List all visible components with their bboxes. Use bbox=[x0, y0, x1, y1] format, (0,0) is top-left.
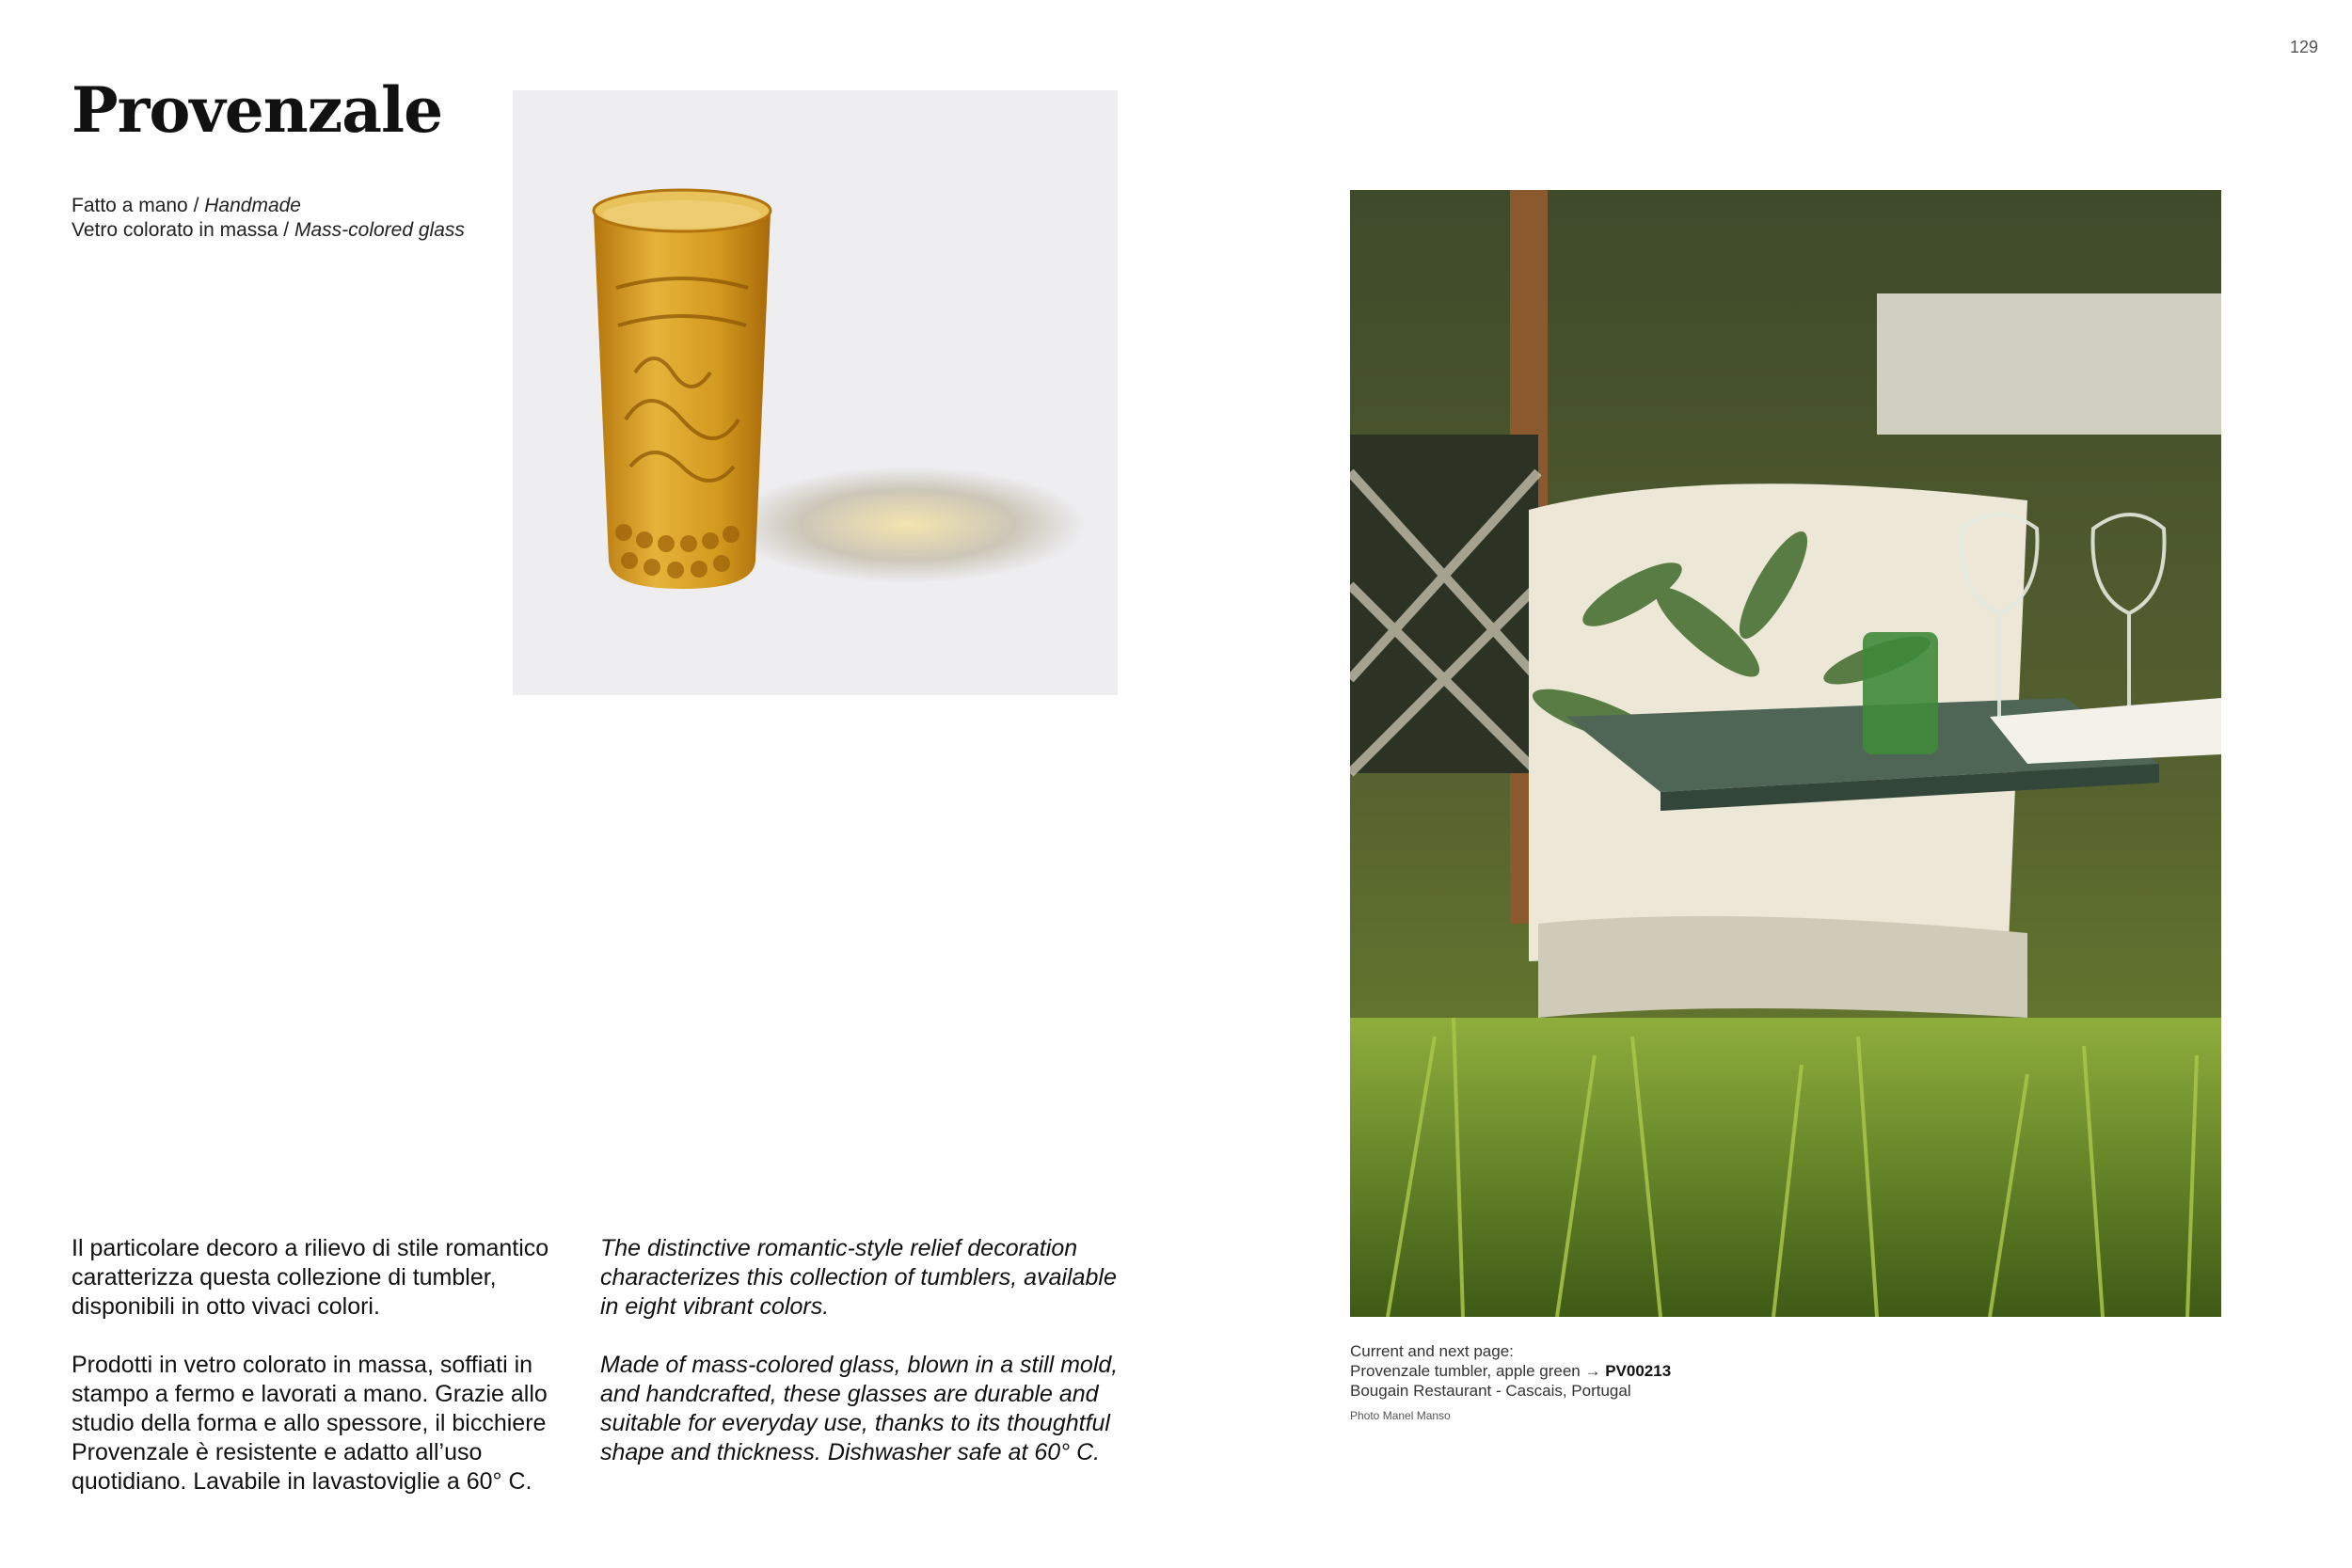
paragraph: Made of mass-colored glass, blown in a still mold, and handcrafted, these glasses are durable and suitable for everyday use, thanks to its thoughtful shape and thickness. Dishwasher safe at 60° C. bbox=[600, 1352, 1119, 1465]
product-photo bbox=[513, 90, 1118, 695]
photo-credit: Photo Manel Manso bbox=[1350, 1409, 1451, 1422]
paragraph: Il particolare decoro a rilievo di stile romantico caratterizza questa collezione di tumbler, disponibili in otto vivaci colori. bbox=[72, 1235, 549, 1320]
spec-handmade: Fatto a mano / Handmade bbox=[72, 195, 301, 216]
paragraph: The distinctive romantic-style relief decoration characterizes this collection of tumblers, available in eight vibrant colors. bbox=[600, 1235, 1117, 1320]
spec-glass: Vetro colorato in massa / Mass-colored glass bbox=[72, 219, 465, 241]
description-english bbox=[600, 1234, 1127, 1467]
description-italian bbox=[72, 1234, 561, 1497]
caption-line: Bougain Restaurant - Cascais, Portugal bbox=[1350, 1382, 1631, 1400]
restaurant-scene-photo bbox=[1350, 190, 2221, 1317]
caption-line: Current and next page: bbox=[1350, 1342, 1514, 1360]
photo-caption bbox=[1350, 1341, 1671, 1426]
product-specs bbox=[72, 194, 465, 243]
page-number: 129 bbox=[2289, 38, 2318, 56]
restaurant-table-image bbox=[1350, 190, 2221, 1317]
paragraph: Prodotti in vetro colorato in massa, soffiati in stampo a fermo e lavorati a mano. Grazie allo studio della forma e allo spessore, il bicchiere Provenzale è resistente e adatto all’uso quotidiano. Lavabile in lavastoviglie a 60° C. bbox=[72, 1352, 548, 1495]
product-code: PV00213 bbox=[1605, 1362, 1672, 1380]
caption-line: Provenzale tumbler, apple green → PV00213 bbox=[1350, 1362, 1672, 1380]
amber-tumbler-image bbox=[513, 90, 1118, 695]
product-title: Provenzale bbox=[72, 73, 443, 147]
